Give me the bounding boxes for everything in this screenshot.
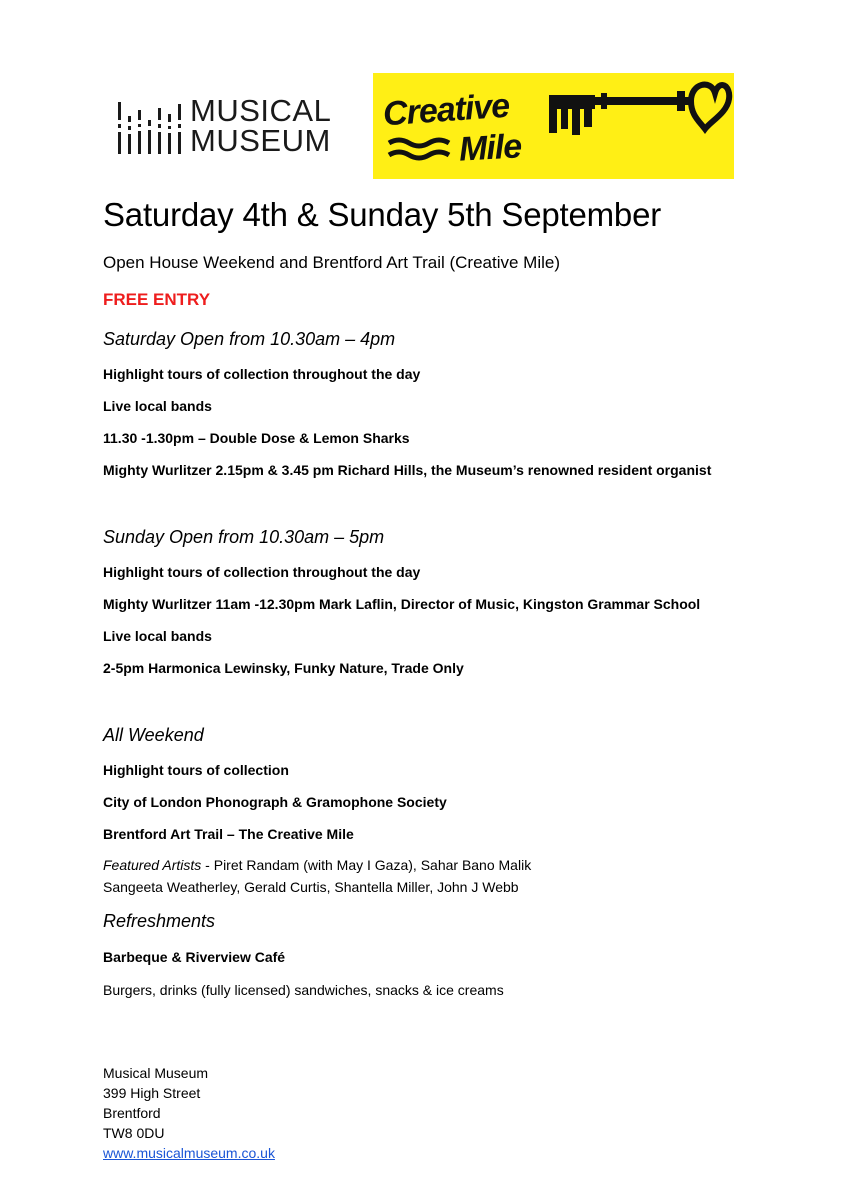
free-entry-label: FREE ENTRY (103, 290, 211, 309)
water-waves-icon (387, 135, 457, 165)
featured-artists-names: - Piret Randam (with May I Gaza), Sahar Bano Malik (201, 857, 532, 873)
address-name: Musical Museum (103, 1065, 209, 1081)
website-link[interactable]: www.musicalmuseum.co.uk (103, 1145, 275, 1161)
sunday-heading: Sunday Open from 10.30am – 5pm (103, 527, 385, 547)
all-weekend-item: Brentford Art Trail – The Creative Mile (103, 826, 354, 842)
all-weekend-item: Highlight tours of collection (103, 762, 289, 778)
logo-line-2: MUSEUM (190, 123, 331, 158)
address-town: Brentford (103, 1105, 161, 1121)
page-title: Saturday 4th & Sunday 5th September (103, 196, 662, 233)
address-postcode: TW8 0DU (103, 1125, 165, 1141)
featured-artists-line-1 (103, 857, 531, 873)
mile-word: Mile (458, 127, 523, 169)
refreshments-item: Barbeque & Riverview Café (103, 949, 286, 965)
saturday-item: 11.30 -1.30pm – Double Dose & Lemon Sharks (103, 430, 410, 446)
musical-museum-wordmark (190, 93, 332, 158)
sunday-item: Highlight tours of collection throughout the day (103, 564, 421, 580)
saturday-item: Live local bands (103, 398, 212, 414)
piano-roll-bars-icon (116, 100, 186, 158)
sunday-item: Live local bands (103, 628, 212, 644)
refreshments-detail: Burgers, drinks (fully licensed) sandwiches, snacks & ice creams (103, 982, 504, 998)
saturday-item: Highlight tours of collection throughout the day (103, 366, 421, 382)
creative-mile-logo (373, 73, 734, 179)
event-subtitle: Open House Weekend and Brentford Art Trail (Creative Mile) (103, 253, 561, 272)
featured-artists-line-2: Sangeeta Weatherley, Gerald Curtis, Shantella Miller, John J Webb (103, 879, 519, 895)
sunday-item: Mighty Wurlitzer 11am -12.30pm Mark Laflin, Director of Music, Kingston Grammar School (103, 596, 701, 612)
all-weekend-heading: All Weekend (103, 725, 204, 745)
creative-word: Creative (381, 86, 511, 134)
refreshments-heading: Refreshments (103, 911, 216, 931)
saturday-item: Mighty Wurlitzer 2.15pm & 3.45 pm Richard Hills, the Museum’s renowned resident organist (103, 462, 712, 478)
address-street: 399 High Street (103, 1085, 201, 1101)
musical-museum-logo (112, 93, 347, 160)
saturday-heading: Saturday Open from 10.30am – 4pm (103, 329, 396, 349)
featured-artists-label: Featured Artists (103, 857, 202, 873)
key-icon (543, 77, 733, 141)
logo-line-1: MUSICAL (190, 93, 332, 128)
sunday-item: 2-5pm Harmonica Lewinsky, Funky Nature, Trade Only (103, 660, 464, 676)
all-weekend-item: City of London Phonograph & Gramophone Society (103, 794, 447, 810)
address-block (103, 1063, 275, 1163)
